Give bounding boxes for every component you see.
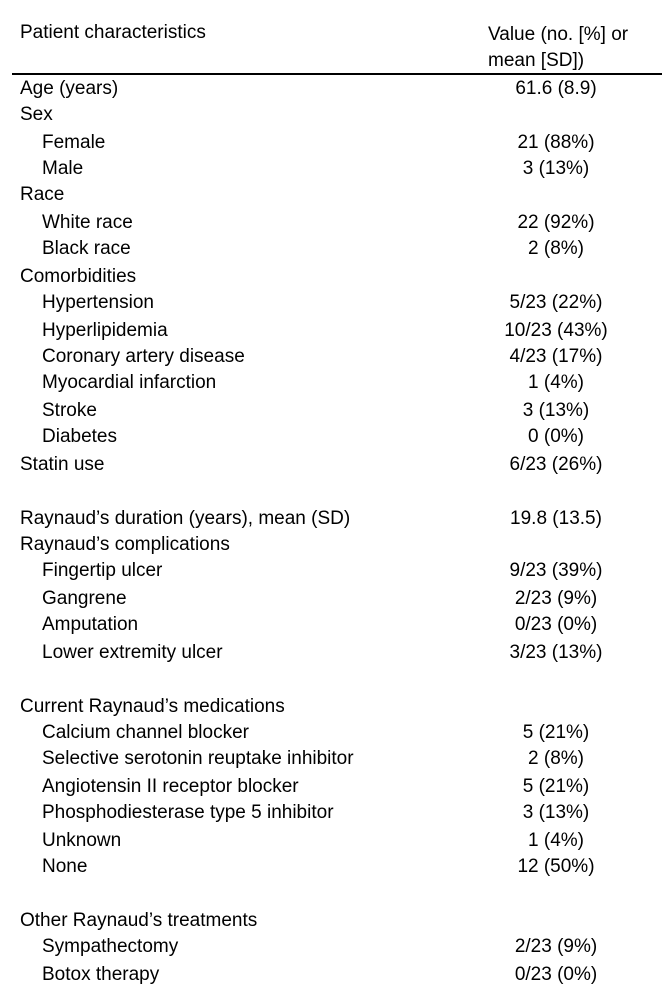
row-value: 0/23 (0%) [514,614,598,635]
row-value: 2/23 (9%) [514,936,598,957]
row-label: Age (years) [20,78,119,99]
row-label: Lower extremity ulcer [42,642,223,663]
table-row [0,828,662,854]
row-value: 2/23 (9%) [514,588,598,609]
row-label: Comorbidities [20,266,137,287]
row-label: White race [42,212,133,233]
table-row [0,424,662,450]
row-label: Selective serotonin reuptake inhibitor [42,748,354,769]
row-value: 2 (8%) [528,238,584,259]
table-header-value-line1: Value (no. [%] or [488,24,629,45]
table-row [0,800,662,826]
table-row [0,962,662,988]
row-value: 19.8 (13.5) [510,508,602,529]
row-value: 5 (21%) [522,776,590,797]
table-row [0,182,662,208]
table-header-characteristic: Patient characteristics [20,22,206,43]
row-value: 10/23 (43%) [504,320,608,341]
row-label: None [42,856,88,877]
row-label: Hyperlipidemia [42,320,168,341]
row-value: 3/23 (13%) [509,642,603,663]
table-row [0,908,662,934]
table-row [0,586,662,612]
table-row [0,532,662,558]
row-value: 5/23 (22%) [509,292,603,313]
row-value: 21 (88%) [517,132,595,153]
row-value: 2 (8%) [528,748,584,769]
row-value: 3 (13%) [522,158,590,179]
table-row [0,720,662,746]
row-label: Myocardial infarction [42,372,217,393]
row-value: 0/23 (0%) [514,964,598,985]
table-row [0,236,662,262]
row-label: Diabetes [42,426,117,447]
row-label: Gangrene [42,588,127,609]
table-row [0,452,662,478]
table-row [0,102,662,128]
row-label: Other Raynaud’s treatments [20,910,258,931]
row-label: Statin use [20,454,105,475]
row-value: 3 (13%) [522,400,590,421]
row-label: Sympathectomy [42,936,179,957]
table-header-value-line2: mean [SD]) [488,50,585,71]
row-label: Hypertension [42,292,154,313]
row-label: Unknown [42,830,122,851]
table-row [0,290,662,316]
row-value: 3 (13%) [522,802,590,823]
row-label: Amputation [42,614,139,635]
row-label: Male [42,158,84,179]
table-row [0,76,662,102]
table-row [0,210,662,236]
row-label: Angiotensin II receptor blocker [42,776,299,797]
row-value: 0 (0%) [528,426,584,447]
row-value: 22 (92%) [517,212,595,233]
table-row [0,318,662,344]
row-label: Race [20,184,65,205]
row-label: Female [42,132,106,153]
row-label: Phosphodiesterase type 5 inhibitor [42,802,334,823]
row-value: 5 (21%) [522,722,590,743]
row-label: Calcium channel blocker [42,722,249,743]
table-row [0,612,662,638]
row-value: 6/23 (26%) [509,454,603,475]
row-label: Sex [20,104,53,125]
row-label: Coronary artery disease [42,346,245,367]
table-row [0,130,662,156]
table-row [0,156,662,182]
table-row [0,934,662,960]
row-label: Stroke [42,400,97,421]
table-row [0,854,662,880]
row-label: Botox therapy [42,964,160,985]
row-label: Fingertip ulcer [42,560,163,581]
table-row [0,640,662,666]
row-value: 1 (4%) [528,830,584,851]
row-value: 61.6 (8.9) [515,78,597,99]
table-row [0,506,662,532]
table-row [0,264,662,290]
row-label: Black race [42,238,131,259]
row-value: 12 (50%) [517,856,595,877]
row-value: 4/23 (17%) [509,346,603,367]
row-label: Raynaud’s complications [20,534,230,555]
table-row [0,694,662,720]
table-row [0,558,662,584]
table-row [0,398,662,424]
row-value: 1 (4%) [528,372,584,393]
table-row [0,344,662,370]
table-row [0,774,662,800]
row-label: Current Raynaud’s medications [20,696,285,717]
row-label: Raynaud’s duration (years), mean (SD) [20,508,351,529]
table-row [0,370,662,396]
table-row [0,746,662,772]
row-value: 9/23 (39%) [509,560,603,581]
